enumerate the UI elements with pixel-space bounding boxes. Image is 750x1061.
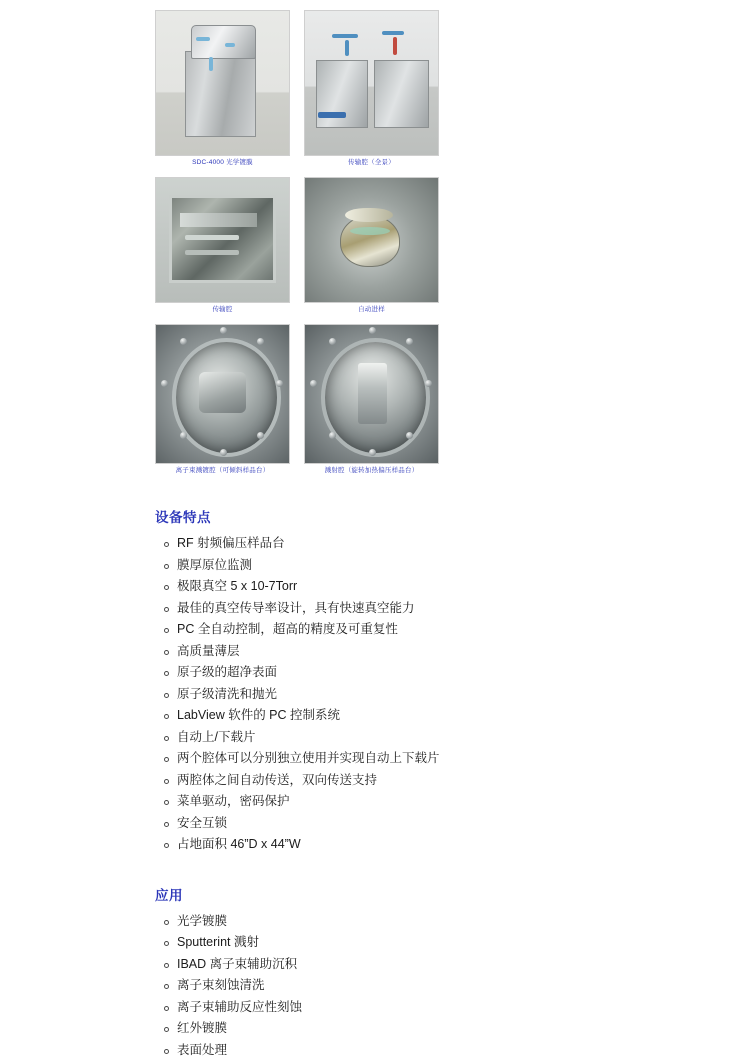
photo-caption: 溅射腔（旋转加热偏压样品台）: [324, 466, 419, 474]
list-item: 两腔体之间自动传送，双向传送支持: [155, 770, 715, 792]
document-body: [155, 484, 715, 1061]
photo-item: [304, 10, 439, 167]
list-item: 膜厚原位监测: [155, 555, 715, 577]
section-spacer: [155, 856, 715, 872]
list-item: 离子束刻蚀清洗: [155, 975, 715, 997]
photo-item: [304, 177, 439, 314]
photo-row: [155, 10, 575, 167]
photo-gallery: [155, 10, 575, 474]
coating-system-photo: [155, 10, 290, 156]
list-item: PC 全自动控制，超高的精度及可重复性: [155, 619, 715, 641]
list-item: 自动上/下载片: [155, 727, 715, 749]
photo-row: [155, 324, 575, 475]
list-item: 光学镀膜: [155, 911, 715, 933]
list-item: 安全互锁: [155, 813, 715, 835]
photo-caption: SDC-4000 光学镀膜: [192, 159, 253, 166]
list-item: IBAD 离子束辅助沉积: [155, 954, 715, 976]
list-item: LabView 软件的 PC 控制系统: [155, 705, 715, 727]
list-item: RF 射频偏压样品台: [155, 533, 715, 555]
ion-beam-sputter-chamber-photo: [155, 324, 290, 464]
list-item: 表面处理: [155, 1040, 715, 1061]
list-item: Sputterint 溅射: [155, 932, 715, 954]
photo-item: [155, 10, 290, 167]
transfer-chamber-photo: [155, 177, 290, 303]
photo-item: [155, 324, 290, 475]
photo-row: [155, 177, 575, 314]
section-title-features: 设备特点: [155, 510, 211, 526]
list-item: 原子级清洗和抛光: [155, 684, 715, 706]
auto-sample-loading-photo: [304, 177, 439, 303]
list-item: 两个腔体可以分别独立使用并实现自动上下载片: [155, 748, 715, 770]
list-item: 原子级的超净表面: [155, 662, 715, 684]
sputter-chamber-photo: [304, 324, 439, 464]
applications-list: [155, 911, 715, 1061]
section-title-applications: 应用: [155, 887, 183, 903]
list-item: 最佳的真空传导率设计，具有快速真空能力: [155, 598, 715, 620]
list-item: 占地面积 46”D x 44”W: [155, 834, 715, 856]
photo-item: [155, 177, 290, 314]
photo-caption: 离子束溅镀腔（可倾斜样品台）: [175, 466, 270, 474]
features-list: [155, 533, 715, 856]
list-item: 高质量薄层: [155, 641, 715, 663]
transfer-chamber-overview-photo: [304, 10, 439, 156]
list-item: 离子束辅助反应性刻蚀: [155, 997, 715, 1019]
photo-caption: 传输腔（全景）: [348, 159, 395, 166]
photo-item: [304, 324, 439, 475]
photo-caption: 自动进样: [358, 305, 385, 313]
list-item: 红外镀膜: [155, 1018, 715, 1040]
list-item: 极限真空 5 x 10-7Torr: [155, 576, 715, 598]
photo-caption: 传输腔: [212, 305, 233, 313]
list-item: 菜单驱动，密码保护: [155, 791, 715, 813]
